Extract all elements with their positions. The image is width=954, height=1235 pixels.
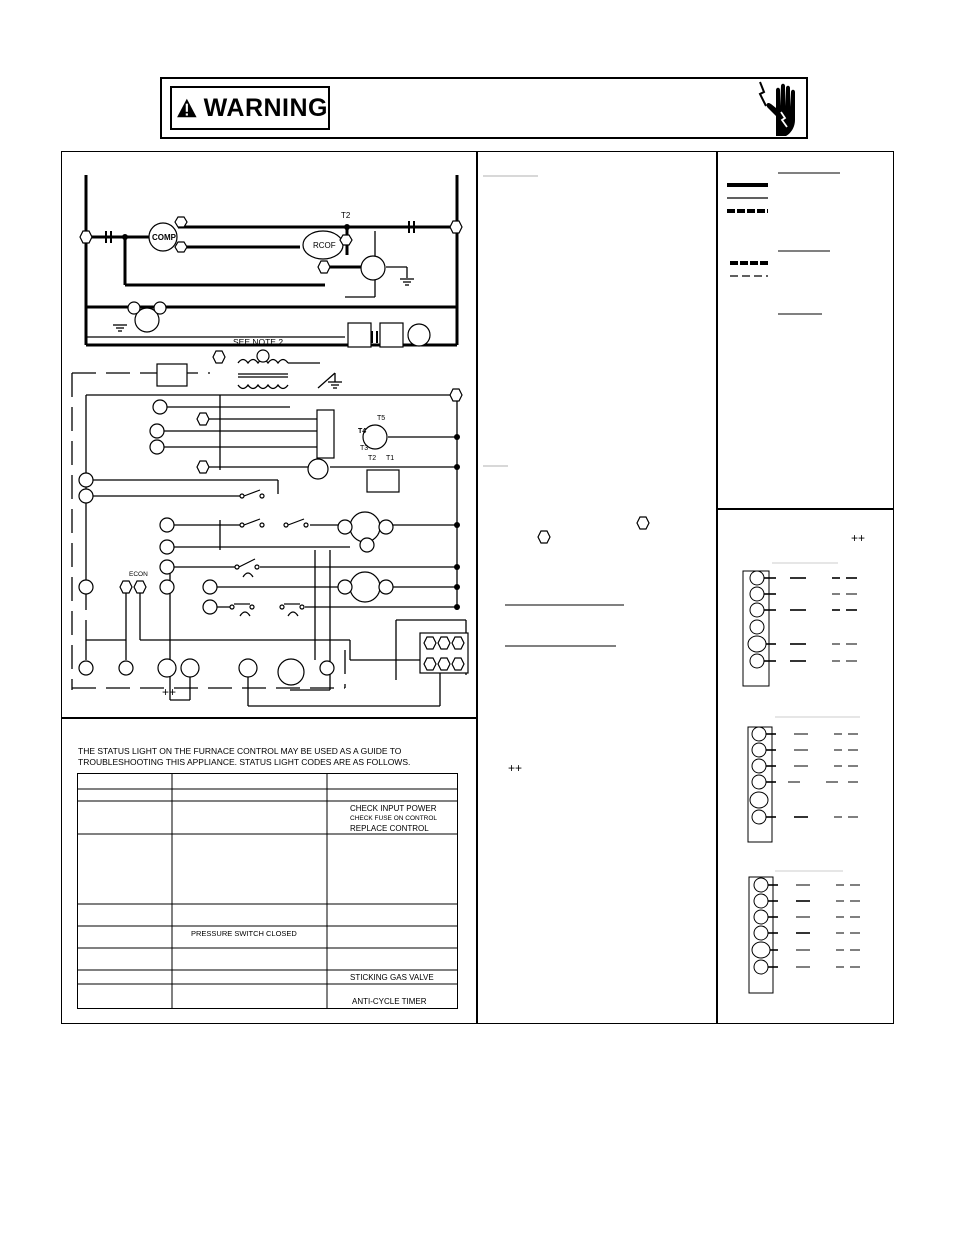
t3-label: T3 xyxy=(360,445,369,452)
crosses-center: ++ xyxy=(508,761,523,775)
t4-label: T4 xyxy=(358,428,367,435)
warning-label: WARNING xyxy=(203,93,328,122)
comp-label: COMP xyxy=(152,233,176,242)
status-action-replace-control: REPLACE CONTROL xyxy=(350,824,429,833)
status-cause-pressure-switch: PRESSURE SWITCH CLOSED xyxy=(191,929,297,938)
econ-label: ECON xyxy=(129,571,148,578)
t5-label: T5 xyxy=(377,415,386,422)
status-action-check-fuse: CHECK FUSE ON CONTROL xyxy=(350,815,438,822)
status-action-sticking-gas-valve: STICKING GAS VALVE xyxy=(350,973,434,982)
status-intro: THE STATUS LIGHT ON THE FURNACE CONTROL MAY BE USED AS A GUIDE TO TROUBLESHOOTING THIS APPLIANCE. STATUS LIGHT CODES ARE AS FOLLOWS. xyxy=(78,746,411,767)
t1-label: T1 xyxy=(386,455,395,462)
crosses-label: ++ xyxy=(162,685,177,699)
crosses-right-top: ++ xyxy=(851,531,866,545)
t2-top-label: T2 xyxy=(341,211,351,220)
see-note-label: SEE NOTE 2 xyxy=(233,337,284,347)
rcof-label: RCOF xyxy=(313,241,336,250)
status-action-check-power: CHECK INPUT POWER xyxy=(350,804,437,813)
status-action-anti-cycle-timer: ANTI-CYCLE TIMER xyxy=(352,997,427,1006)
t2-label: T2 xyxy=(368,455,377,462)
